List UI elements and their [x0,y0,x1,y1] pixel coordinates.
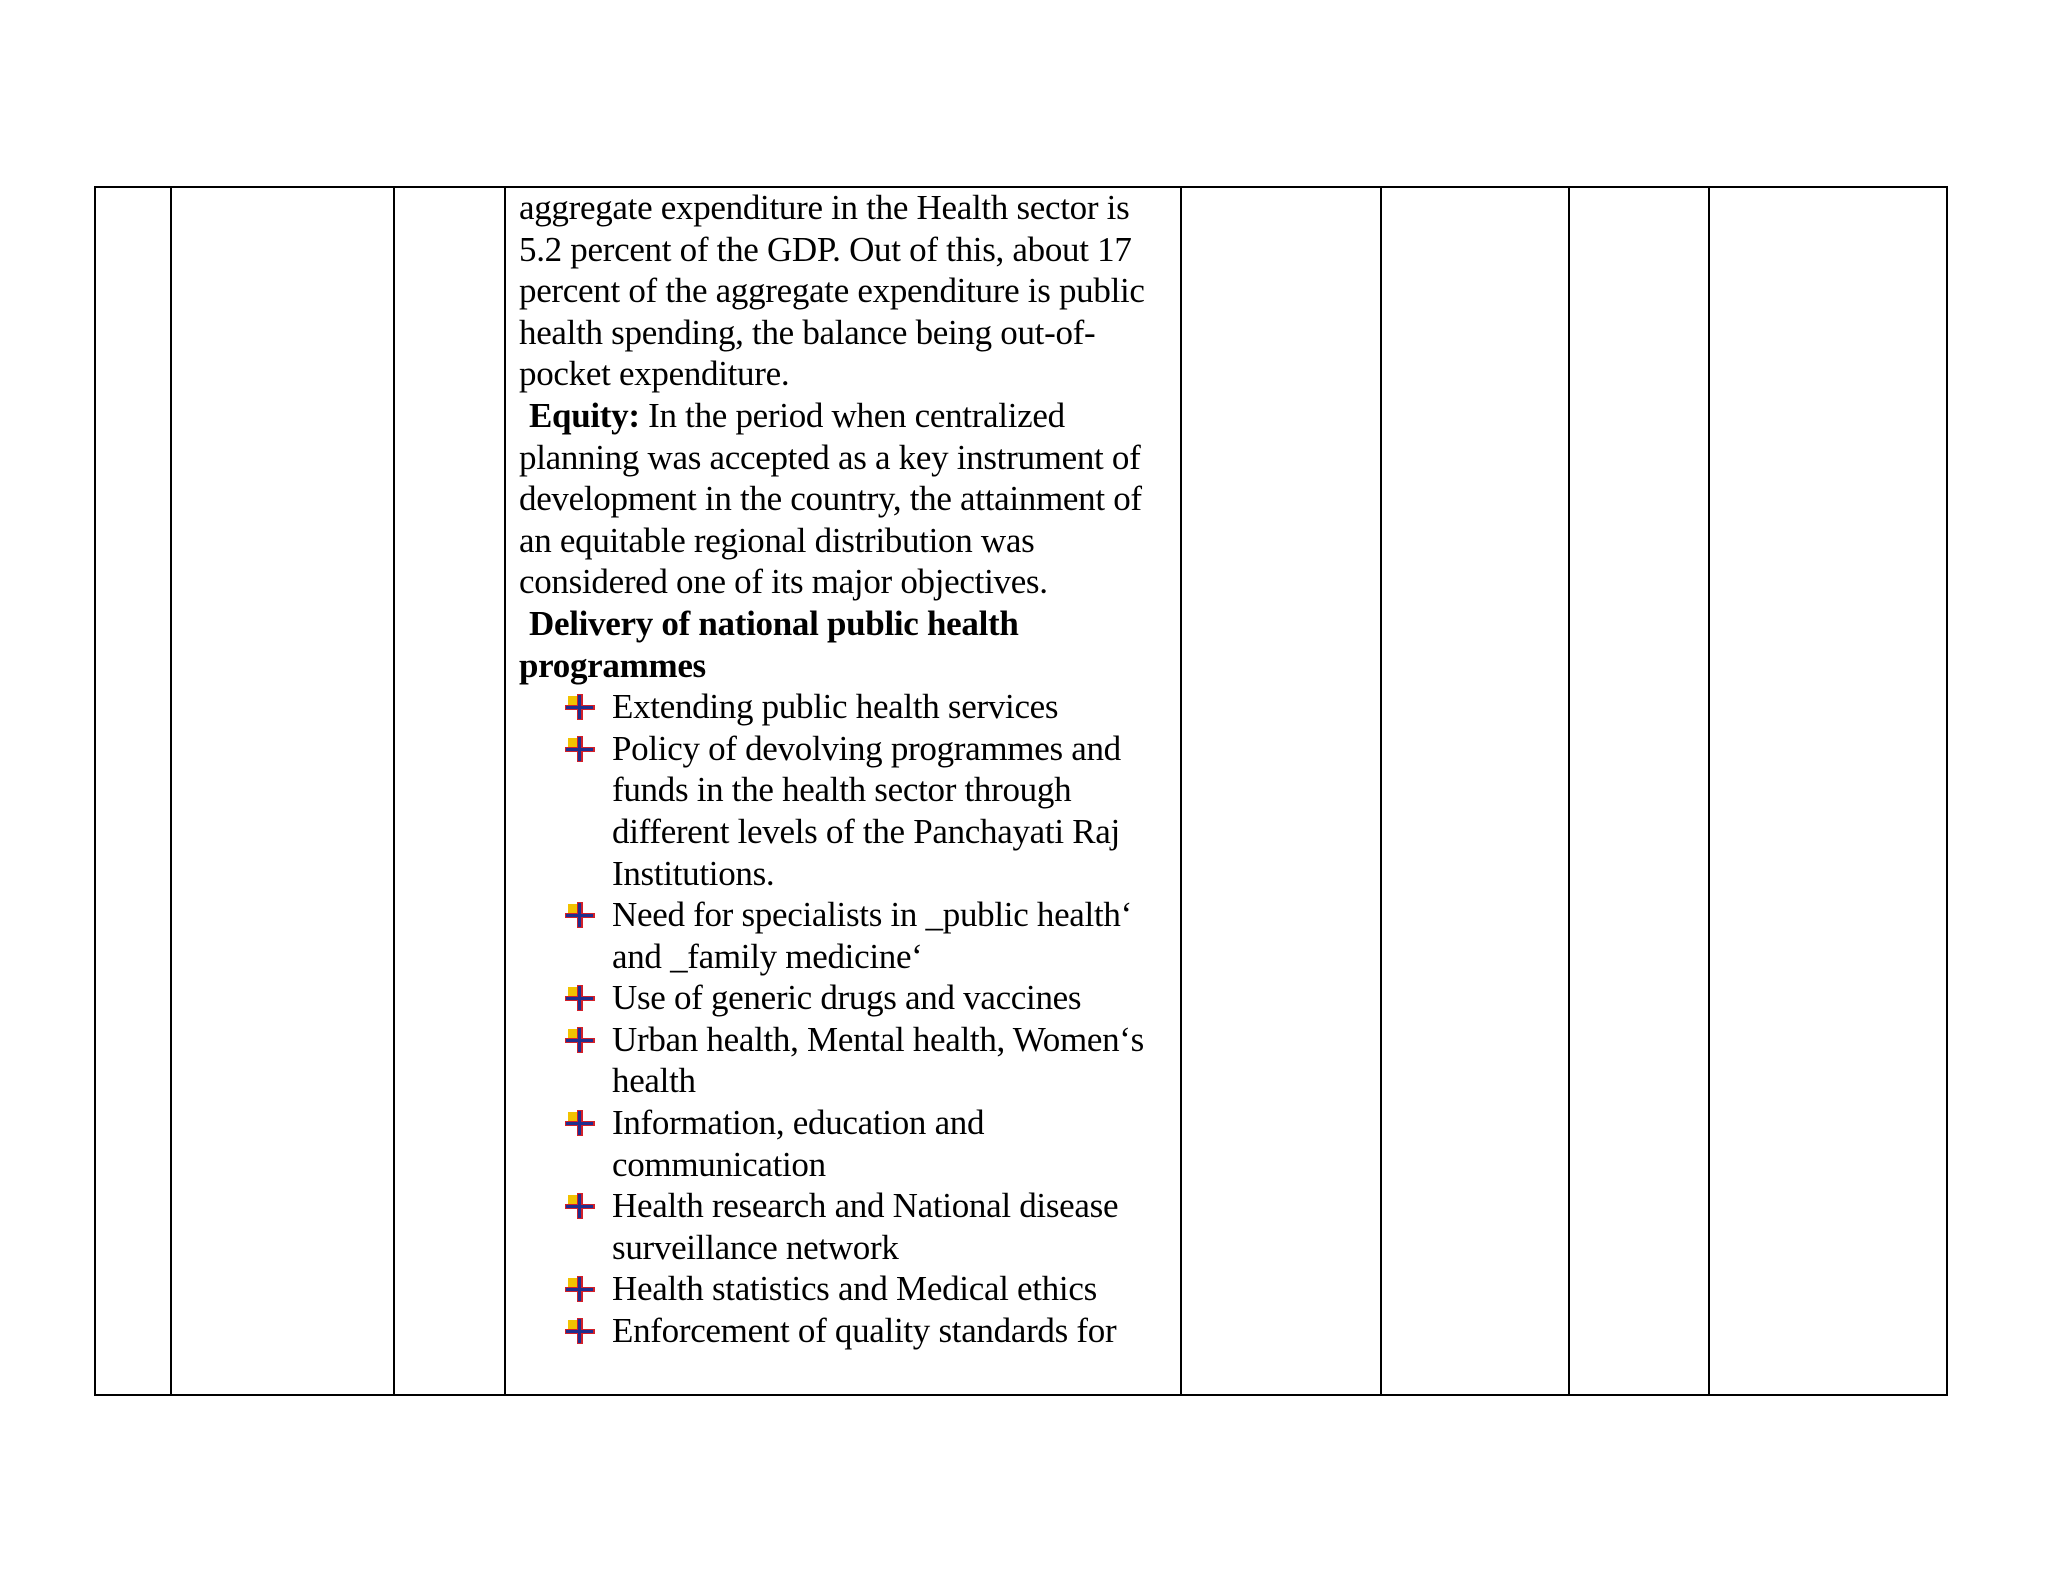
bullet-text: Urban health, Mental health, Women‘s health [612,1019,1144,1101]
list-item [612,1268,1175,1310]
list-item [612,686,1175,728]
list-item [612,1102,1175,1185]
list-item [612,1185,1175,1268]
arrow-down-plus-icon [565,736,595,762]
bullet-text: Information, education and communication [612,1103,985,1184]
programme-bullet-list [519,686,1175,1352]
arrow-down-plus-icon [565,902,595,928]
list-item [612,894,1175,977]
equity-text: In the period when centralized planning was accepted as a key instrument of development in the country, the attainment of an equitable regional distribution was considered one of its major objectives. [519,395,1142,602]
intro-paragraph: aggregate expenditure in the Health sector is 5.2 percent of the GDP. Out of this, about 17 percent of the aggregate expenditure is public health spending, the balance being out-of-pocket expenditure. [519,188,1145,394]
bullet-text: Health statistics and Medical ethics [612,1269,1097,1309]
bullet-text: Enforcement of quality standards for [612,1311,1117,1351]
list-item [612,977,1175,1019]
table-column-divider [504,186,506,1396]
bullet-text: Need for specialists in _public health‘ and _family medicine‘ [612,895,1132,976]
table-column-divider [1380,186,1382,1396]
table-column-divider [1708,186,1710,1396]
equity-paragraph [519,395,1175,603]
delivery-heading [519,603,1175,686]
delivery-heading-text: Delivery of national public health programmes [519,603,1019,685]
arrow-down-plus-icon [565,1027,595,1053]
table-content-cell [519,187,1175,1392]
equity-heading: Equity: [529,395,640,435]
arrow-down-plus-icon [565,985,595,1011]
list-item [612,1019,1175,1102]
arrow-down-plus-icon [565,1318,595,1344]
arrow-down-plus-icon [565,1110,595,1136]
list-item [612,728,1175,894]
table-column-divider [1568,186,1570,1396]
arrow-down-plus-icon [565,1193,595,1219]
table-column-divider [1180,186,1182,1396]
bullet-text: Extending public health services [612,687,1059,727]
bullet-text: Policy of devolving programmes and funds in the health sector through different levels of the Panchayati Raj Institutions. [612,728,1121,893]
arrow-down-plus-icon [565,694,595,720]
table-column-divider [170,186,172,1396]
arrow-down-plus-icon [565,1276,595,1302]
table-column-divider [393,186,395,1396]
bullet-text: Use of generic drugs and vaccines [612,978,1082,1018]
list-item [612,1310,1175,1352]
bullet-text: Health research and National disease surveillance network [612,1186,1119,1267]
